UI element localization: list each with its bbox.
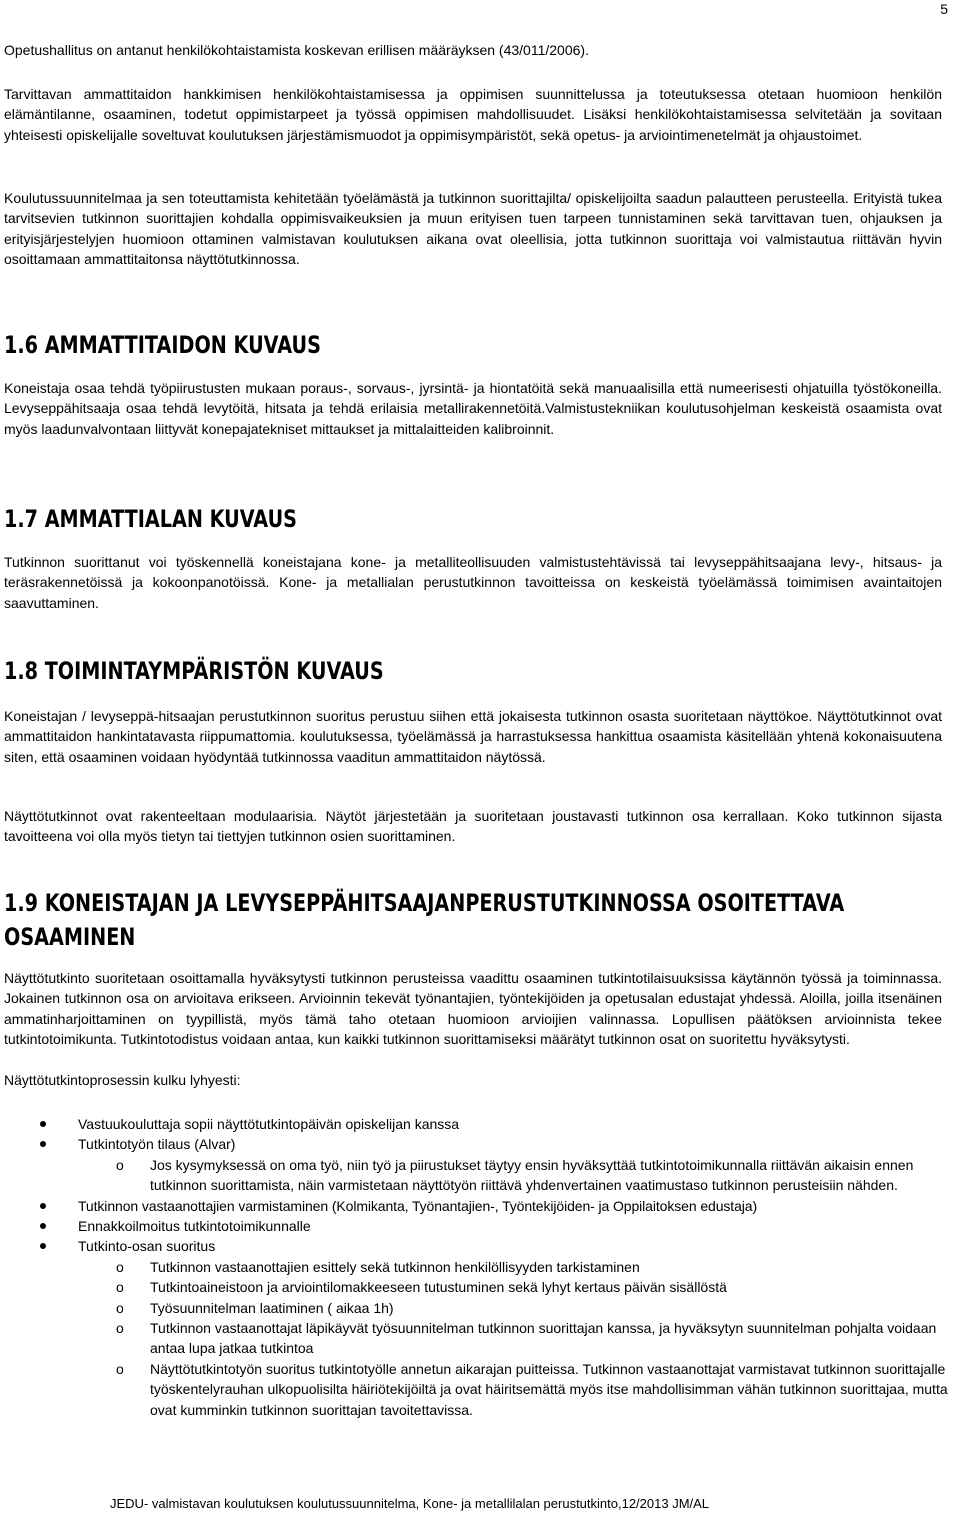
process-list: [0, 1114, 958, 1420]
circle-bullet-icon: o: [116, 1156, 124, 1173]
sub-list-item: [78, 1359, 958, 1420]
circle-bullet-icon: o: [116, 1360, 124, 1377]
sub-list-item-text: Tutkintoaineistoon ja arviointilomakkeeseen tutustuminen sekä lyhyt kertaus päivän sisällöstä: [150, 1279, 727, 1296]
bullet-icon: [40, 1121, 46, 1127]
paragraph-1-9-lead: Näyttötutkintoprosessin kulku lyhyesti:: [4, 1072, 241, 1088]
list-item-text: Tutkinnon vastaanottajien varmistaminen (Kolmikanta, Työnantajien-, Työntekijöiden- ja Oppilaitoksen edustaja): [78, 1197, 758, 1214]
sub-list-item-text: Tutkinnon vastaanottajat läpikäyvät työsuunnitelman tutkinnon suorittajan kanssa, ja hyväksytyn suunnitelman pohjalta voidaan antaa lupa jatkaa tutkintoa: [150, 1320, 937, 1357]
sub-list-item: [78, 1318, 958, 1359]
bullet-icon: [40, 1243, 46, 1249]
sub-list-item: [78, 1298, 958, 1318]
circle-bullet-icon: o: [116, 1279, 124, 1296]
page-footer: JEDU- valmistavan koulutuksen koulutussuunnitelma, Kone- ja metallilalan perustutkinto,12/2013 JM/AL: [110, 1496, 710, 1511]
sub-list-item: [78, 1277, 958, 1297]
sub-list-item-text: Työsuunnitelman laatiminen ( aikaa 1h): [150, 1299, 394, 1316]
list-item-text: Tutkintotyön tilaus (Alvar): [78, 1136, 236, 1153]
sub-list-item: [78, 1257, 958, 1277]
bullet-icon: [40, 1141, 46, 1147]
circle-bullet-icon: o: [116, 1320, 124, 1337]
paragraph-1-7: Tutkinnon suorittanut voi työskennellä koneistajana kone- ja metalliteollisuuden valmistustehtävissä tai levyseppähitsaajana levy-, hitsaus- ja teräsrakennetöissä ja kokoonpanotöissä. Kone- ja metallialan perustutkinnon tavoitteissa on keskeistä työelämässä toimimisen avaintaitojen saavuttaminen.: [4, 554, 942, 611]
bullet-icon: [40, 1223, 46, 1229]
list-item: [0, 1114, 958, 1134]
paragraph-1-8a: Koneistajan / levyseppä-hitsaajan perustutkinnon suoritus perustuu siihen että jokaisesta tutkinnon osasta suoritetaan näyttökoe. Näyttötutkinnot ovat ammattitaidon hankintatavasta riippumattomia. koulutuksessa, työelämässä ja harrastuksessa hankittua osaamista käsitellään yhtenä kokonaisuutena siten, että osaaminen voidaan hyödyntää tutkinnossa vaaditun ammattitaidon näytössä.: [4, 708, 942, 765]
circle-bullet-icon: o: [116, 1258, 124, 1275]
sub-list-item-text: Näyttötutkintotyön suoritus tutkintotyölle annetun aikarajan puitteissa. Tutkinnon vastaanottajat varmistavat tutkinnon suorittajalle työskentelyrauhan ulkopuolisilta häiriötekijöiltä ja ovat häiritsemättä myös itse mahdollisimman vähän tutkinnon suorittajaa, mutta ovat kumminkin tutkinnon suorittajan tavoitettavissa.: [150, 1360, 948, 1418]
sub-list: [78, 1155, 958, 1196]
paragraph-personalisation: Tarvittavan ammattitaidon hankkimisen henkilökohtaistamisessa ja oppimisen suunnittelussa ja toteutuksessa otetaan huomioon henkilön elämäntilanne, osaaminen, todetut oppimistarpeet ja työssä oppimisen mahdollisuudet. Lisäksi henkilökohtaistamisessa selvitetään ja sovitaan yhteisesti opiskelijalle soveltuvat koulutuksen järjestämismuodot ja oppimisympäristöt, sekä opetus- ja arviointimenetelmät ja ohjaustoimet.: [4, 86, 942, 143]
paragraph-regulation: Opetushallitus on antanut henkilökohtaistamista koskevan erillisen määräyksen (43/011/2006).: [4, 42, 589, 58]
list-item: [0, 1134, 958, 1195]
list-item: [0, 1196, 958, 1216]
circle-bullet-icon: o: [116, 1299, 124, 1316]
sub-list-item: [78, 1155, 958, 1196]
list-item-text: Ennakkoilmoitus tutkintotoimikunnalle: [78, 1218, 311, 1235]
sub-list-item-text: Jos kysymyksessä on oma työ, niin työ ja piirustukset täytyy ensin hyväksyttää tutkintotoimikunnalla riittävän aikaisin ennen tutkinnon suorittamista, näin varmistetaan näyttötyön riittävä yhdenvertainen vaatimustaso tutkinnon perusteisiin nähden.: [150, 1156, 914, 1194]
heading-1-7: 1.7 AMMATTIALAN KUVAUS: [4, 505, 297, 533]
bullet-icon: [40, 1203, 46, 1209]
heading-1-9: 1.9 KONEISTAJAN JA LEVYSEPPÄHITSAAJANPERUSTUTKINNOSSA OSOITETTAVA OSAAMINEN: [4, 889, 845, 951]
list-item-text: Tutkinto-osan suoritus: [78, 1238, 216, 1255]
list-item-text: Vastuukouluttaja sopii näyttötutkintopäivän opiskelijan kanssa: [78, 1116, 460, 1132]
page-number: 5: [940, 1, 948, 17]
paragraph-1-8b: Näyttötutkinnot ovat rakenteeltaan modulaarisia. Näytöt järjestetään ja suoritetaan joustavasti tutkinnon osa kerrallaan. Koko tutkinnon sijasta tavoitteena voi olla myös tietyn tai tiettyjen tutkinnon osien suorittaminen.: [4, 808, 942, 845]
paragraph-training-plan: Koulutussuunnitelmaa ja sen toteuttamista kehitetään työelämästä ja tutkinnon suorittajilta/ opiskelijoilta saadun palautteen perusteella. Erityistä tukea tarvitsevien tutkinnon suorittajien kohdalla oppimisvaikeuksien ja muun erityisen tuen tarpeen tunnistaminen sekä tarvittavan tuen, ohjauksen ja erityisjärjestelyjen huomioon ottaminen valmistavan koulutuksen aikana ovat oleellisia, jotta tutkinnon suorittaja voi valmistautua riittävän hyvin osoittamaan ammattitaitonsa näyttötutkinnossa.: [4, 190, 942, 268]
list-item: [0, 1236, 958, 1420]
heading-1-8: 1.8 TOIMINTAYMPÄRISTÖN KUVAUS: [4, 657, 384, 685]
paragraph-1-9: Näyttötutkinto suoritetaan osoittamalla hyväksytysti tutkinnon perusteissa vaadittu osaaminen tutkintotilaisuuksissa käytännön työssä ja toiminnassa. Jokainen tutkinnon osa on arvioitava erikseen. Arvioinnin tekevät työnantajien, työntekijöiden ja opetusalan edustajat yhdessä. Aloilla, joilla itsenäinen ammatinharjoittaminen on tyypillistä, myös tämä taho otetaan huomioon arvioijien valinnassa. Lopullisen päätöksen arvioinnista tekee tutkintotoimikunta. Tutkintotodistus voidaan antaa, kun kaikki tutkinnon suorittamiseksi määrätyt tutkinnon osat on suoritettu hyväksytysti.: [4, 970, 942, 1048]
sub-list-item-text: Tutkinnon vastaanottajien esittely sekä tutkinnon henkilöllisyyden tarkistaminen: [150, 1258, 640, 1275]
heading-1-6: 1.6 AMMATTITAIDON KUVAUS: [4, 331, 321, 359]
sub-list: [78, 1257, 958, 1420]
list-item: [0, 1216, 958, 1236]
paragraph-1-6: Koneistaja osaa tehdä työpiirustusten mukaan poraus-, sorvaus-, jyrsintä- ja hiontatöitä sekä manuaalisilla että numeerisesti ohjatuilla työstökoneilla. Levyseppähitsaaja osaa tehdä levytöitä, hitsata ja tehdä erilaisia metallirakennetöitä.Valmistustekniikan koulutusohjelman keskeistä osaamista ovat myös laadunvalvontaan liittyvät konepajatekniset mittaukset ja mittalaitteiden kalibroinnit.: [4, 380, 942, 437]
